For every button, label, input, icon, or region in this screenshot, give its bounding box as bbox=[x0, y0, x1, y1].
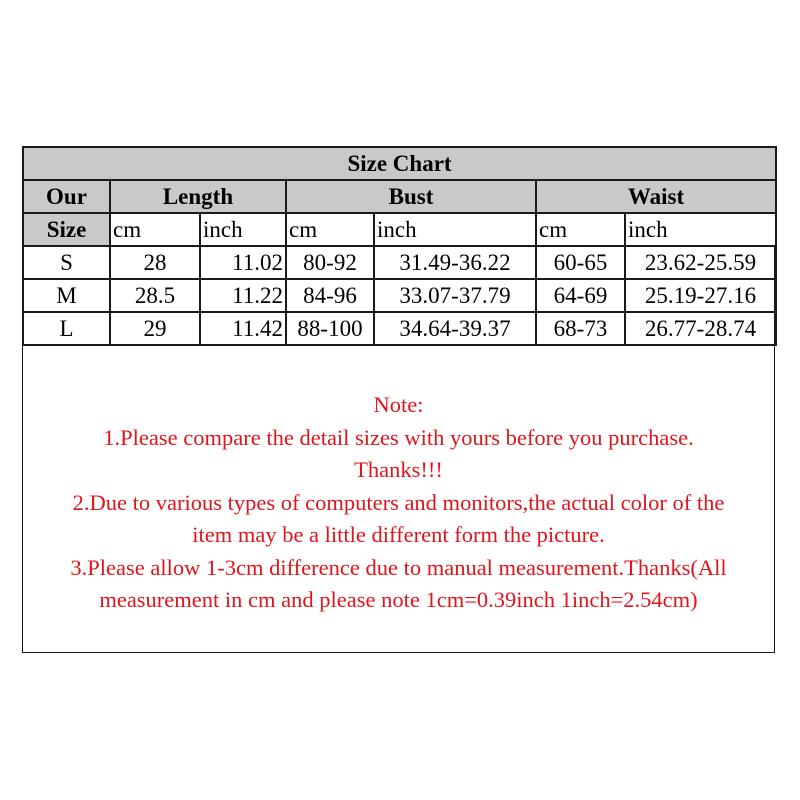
value-cell: 25.19-27.16 bbox=[625, 279, 776, 312]
size-header-top: Our bbox=[23, 180, 110, 213]
notes-section bbox=[23, 389, 774, 617]
value-cell: 29 bbox=[110, 312, 200, 345]
chart-title: Size Chart bbox=[23, 147, 776, 180]
size-cell: S bbox=[23, 246, 110, 279]
value-cell: 34.64-39.37 bbox=[374, 312, 536, 345]
size-cell: L bbox=[23, 312, 110, 345]
size-cell: M bbox=[23, 279, 110, 312]
note-line: item may be a little different form the picture. bbox=[192, 522, 605, 547]
value-cell: 33.07-37.79 bbox=[374, 279, 536, 312]
unit-length-inch: inch bbox=[200, 213, 286, 246]
note-line: 3.Please allow 1-3cm difference due to manual measurement.Thanks(All bbox=[70, 554, 727, 580]
value-cell: 84-96 bbox=[286, 279, 374, 312]
value-cell: 26.77-28.74 bbox=[625, 312, 776, 345]
size-header-bottom: Size bbox=[23, 213, 110, 246]
value-cell: 11.22 bbox=[200, 279, 286, 312]
value-cell: 64-69 bbox=[536, 279, 625, 312]
value-cell: 80-92 bbox=[286, 246, 374, 279]
table-row bbox=[23, 246, 776, 279]
value-cell: 68-73 bbox=[536, 312, 625, 345]
unit-waist-cm: cm bbox=[536, 213, 625, 246]
value-cell: 11.42 bbox=[200, 312, 286, 345]
unit-waist-inch: inch bbox=[625, 213, 776, 246]
unit-length-cm: cm bbox=[110, 213, 200, 246]
value-cell: 60-65 bbox=[536, 246, 625, 279]
table-row bbox=[23, 312, 776, 345]
group-bust: Bust bbox=[286, 180, 536, 213]
note-line: measurement in cm and please note 1cm=0.39inch 1inch=2.54cm) bbox=[99, 587, 698, 612]
notes-heading: Note: bbox=[373, 392, 424, 417]
value-cell: 11.02 bbox=[200, 246, 286, 279]
value-cell: 28 bbox=[110, 246, 200, 279]
note-line: 2.Due to various types of computers and monitors,the actual color of the bbox=[72, 489, 725, 515]
value-cell: 31.49-36.22 bbox=[374, 246, 536, 279]
table-row bbox=[23, 279, 776, 312]
size-chart bbox=[22, 146, 775, 653]
note-line: Thanks!!! bbox=[354, 457, 443, 482]
unit-bust-cm: cm bbox=[286, 213, 374, 246]
group-waist: Waist bbox=[536, 180, 776, 213]
unit-bust-inch: inch bbox=[374, 213, 536, 246]
value-cell: 28.5 bbox=[110, 279, 200, 312]
size-table bbox=[22, 146, 777, 346]
group-length: Length bbox=[110, 180, 286, 213]
value-cell: 23.62-25.59 bbox=[625, 246, 776, 279]
value-cell: 88-100 bbox=[286, 312, 374, 345]
note-line: 1.Please compare the detail sizes with yours before you purchase. bbox=[103, 424, 694, 450]
